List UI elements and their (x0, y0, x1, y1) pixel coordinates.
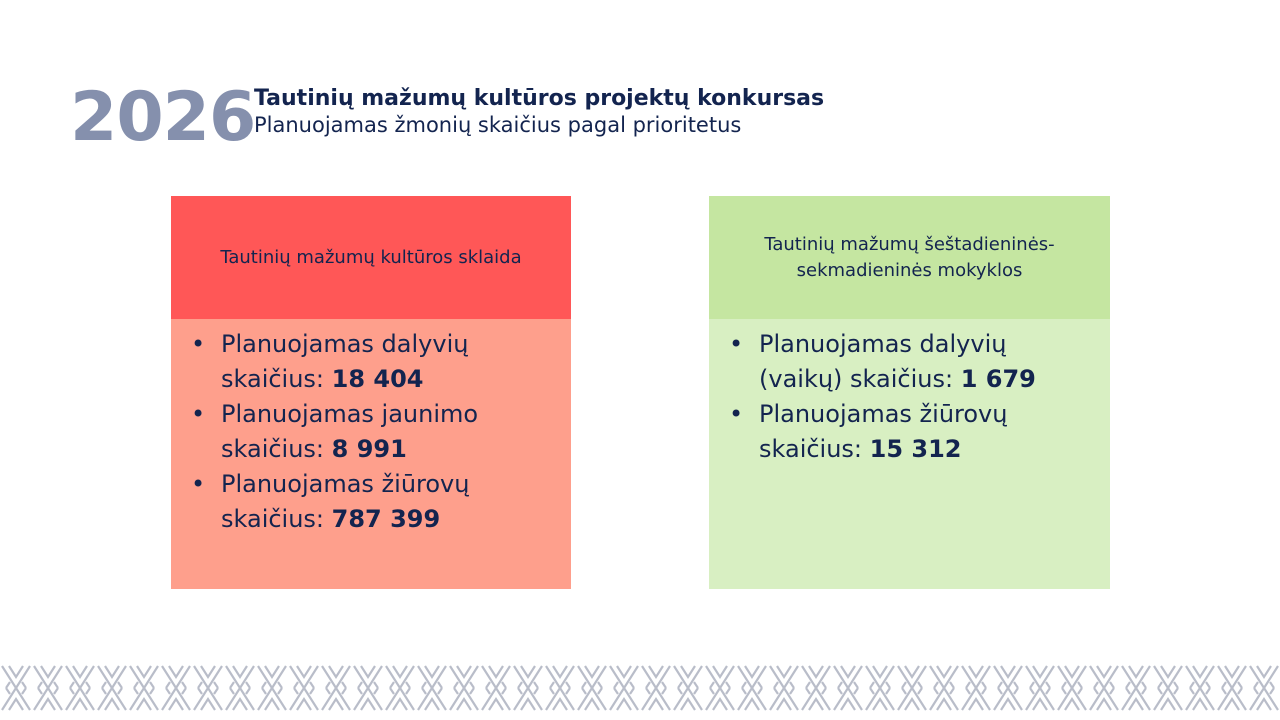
bullet-label: Planuojamas žiūrovų skaičius: (221, 470, 470, 533)
bullet-value: 787 399 (331, 505, 441, 533)
bullet-viewers (189, 467, 553, 537)
bullet-list (189, 327, 553, 537)
card-heading (709, 196, 1110, 319)
bullet-value: 18 404 (331, 365, 424, 393)
bullet-participants (189, 327, 553, 397)
card-heading-text: Tautinių mažumų kultūros sklaida (220, 246, 522, 268)
title-block (254, 86, 824, 138)
card-body (171, 319, 571, 589)
bullet-viewers (727, 397, 1092, 467)
bullet-participants (727, 327, 1092, 397)
bullet-value: 8 991 (331, 435, 407, 463)
bullet-value: 1 679 (960, 365, 1036, 393)
year-label: 2026 (70, 78, 256, 157)
slide-subtitle: Planuojamas žmonių skaičius pagal prioritetus (254, 113, 742, 137)
bullet-label: Planuojamas dalyvių (vaikų) skaičius: (759, 330, 1007, 393)
folk-ornament-border (0, 664, 1280, 712)
slide-title: Tautinių mažumų kultūros projektų konkursas (254, 86, 825, 111)
card-heading-text: Tautinių mažumų šeštadieninės-sekmadieninės mokyklos (764, 233, 1055, 281)
bullet-label: Planuojamas žiūrovų skaičius: (759, 400, 1008, 463)
bullet-label: Planuojamas dalyvių skaičius: (221, 330, 469, 393)
bullet-label: Planuojamas jaunimo skaičius: (221, 400, 479, 463)
card-culture-dissemination (171, 196, 571, 589)
bullet-list (727, 327, 1092, 467)
bullet-value: 15 312 (869, 435, 962, 463)
bullet-youth (189, 397, 553, 467)
card-weekend-schools (709, 196, 1110, 589)
card-heading (171, 196, 571, 319)
card-body (709, 319, 1110, 589)
